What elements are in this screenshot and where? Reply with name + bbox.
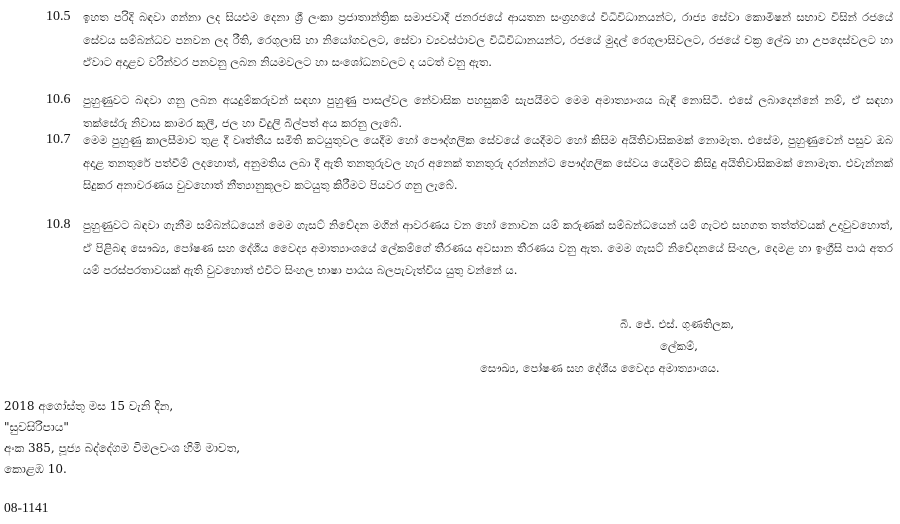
signatory-ministry: සෞඛ්‍ය, පෝෂණ සහ දේශීය වෛද්‍ය අමාත්‍යාංශය. [480, 361, 720, 375]
signatory-name: බී. ජේ. එස්. ගුණතිලක, [620, 317, 735, 331]
clause-number: 10.6 [46, 92, 71, 107]
clause-text: ඉහත පරිදි බඳවා ගන්නා ලද සියළුම දෙනා ශ්‍රී ලංකා ප්‍රජාතාන්ත්‍රික සමාජවාදී ජනරජයේ ආයතන සංග්‍රහයේ විධිවිධානයන්ට, රාජ්‍ය සේවා කොමිෂන් සභාව විසින් රජයේ සේවය සම්බන්ධව පනවන ලද රීති, රෙගුලාසි හා නියෝගවලට, සේවා ව්‍යවස්ථාවල විධිවිධානයන්ට, රජයේ මුදල් රෙගුලාසිවලට, රජයේ චක්‍ර ලේඛ හා උපදෙස්වලට හා ඒවාට අදාළව වරින්වර පනවනු ලබන නියමවලට හා සංශෝධනවලට ද යටත් වනු ඇත. [83, 10, 893, 69]
clause-number: 10.5 [46, 9, 71, 24]
clause-number: 10.7 [46, 132, 71, 147]
clause-text: පුහුණුවට බඳවා ගනු ලබන අයදුම්කරුවන් සඳහා පුහුණු පාසල්වල නේවාසික පහසුකම් සැපයීමට මෙම අමාත්‍යාංශය බැඳී නොසිටී. එසේ ලබාදෙන්නේ නම්, ඒ සඳහා තක්සේරු නිවාස කාමර කුලී, ජල හා විදුලි බිල්පත් අය කරනු ලැබේ. [83, 93, 893, 130]
clause-number: 10.8 [46, 217, 71, 232]
reference-number: 08-1141 [4, 500, 49, 515]
clause-text: පුහුණුවට බඳවා ගැනීම සම්බන්ධයෙන් මෙම ගැසට් නිවේදන මගින් ආවරණය වන හෝ නොවන යම් කරුණක් සම්බන්ධයෙන් යම් ගැටළු සහගත තත්ත්වයක් උදාවුවහොත්, ඒ පිළිබඳ සෞඛ්‍ය, පෝෂණ සහ දේශීය වෛද්‍ය අමාත්‍යාංශයේ ලේකම්ගේ තීරණය අවසාන තීරණය වනු ඇත. මෙම ගැසට් නිවේදනයේ සිංහල, දෙමළ හා ඉංග්‍රීසි පාඨ අතර යම් පරස්පරතාවයක් ඇති වුවහොත් එවිට සිංහල භාෂා පාඨය බලපැවැත්විය යුතු වන්නේ ය. [83, 218, 893, 277]
building-name: "සුවසිරිපාය" [4, 420, 69, 434]
clause-text: මෙම පුහුණු කාලසීමාව තුළ දී වෘත්තීය සමිති කටයුතුවල යෙදීම හෝ පෞද්ගලික සේවයේ යෙදීමට හෝ කිසිම අයිතිවාසිකමක් නොමැත. එසේම, පුහුණුවෙන් පසුව ඔබ අදාළ තනතුරේ පත්වීම් ලදහොත්, අනුමතිය ලබා දී ඇති තනතුරුවල හැර අනෙක් තනතුරු දරන්නන්ට පෞද්ගලික සේවය යෙදීමට කිසිදු අයිතිවාසිකමක් නොමැත. එවැන්නක් සිදුකර අනාවරණය වුවහොත් නීත්‍යානුකූලව කටයුතු කිරීමට පියවර ගනු ලැබේ. [83, 133, 893, 192]
issue-address-block [4, 396, 504, 480]
issue-date: 2018 අගෝස්තු මස 15 වැනි දින, [4, 399, 174, 413]
city: කොළඹ 10. [4, 462, 67, 476]
street-address: අංක 385, පූජ්‍ය බද්දේගම විමලවංශ හිමි මාවත, [4, 441, 241, 455]
signatory-title: ලේකම්, [660, 339, 698, 353]
